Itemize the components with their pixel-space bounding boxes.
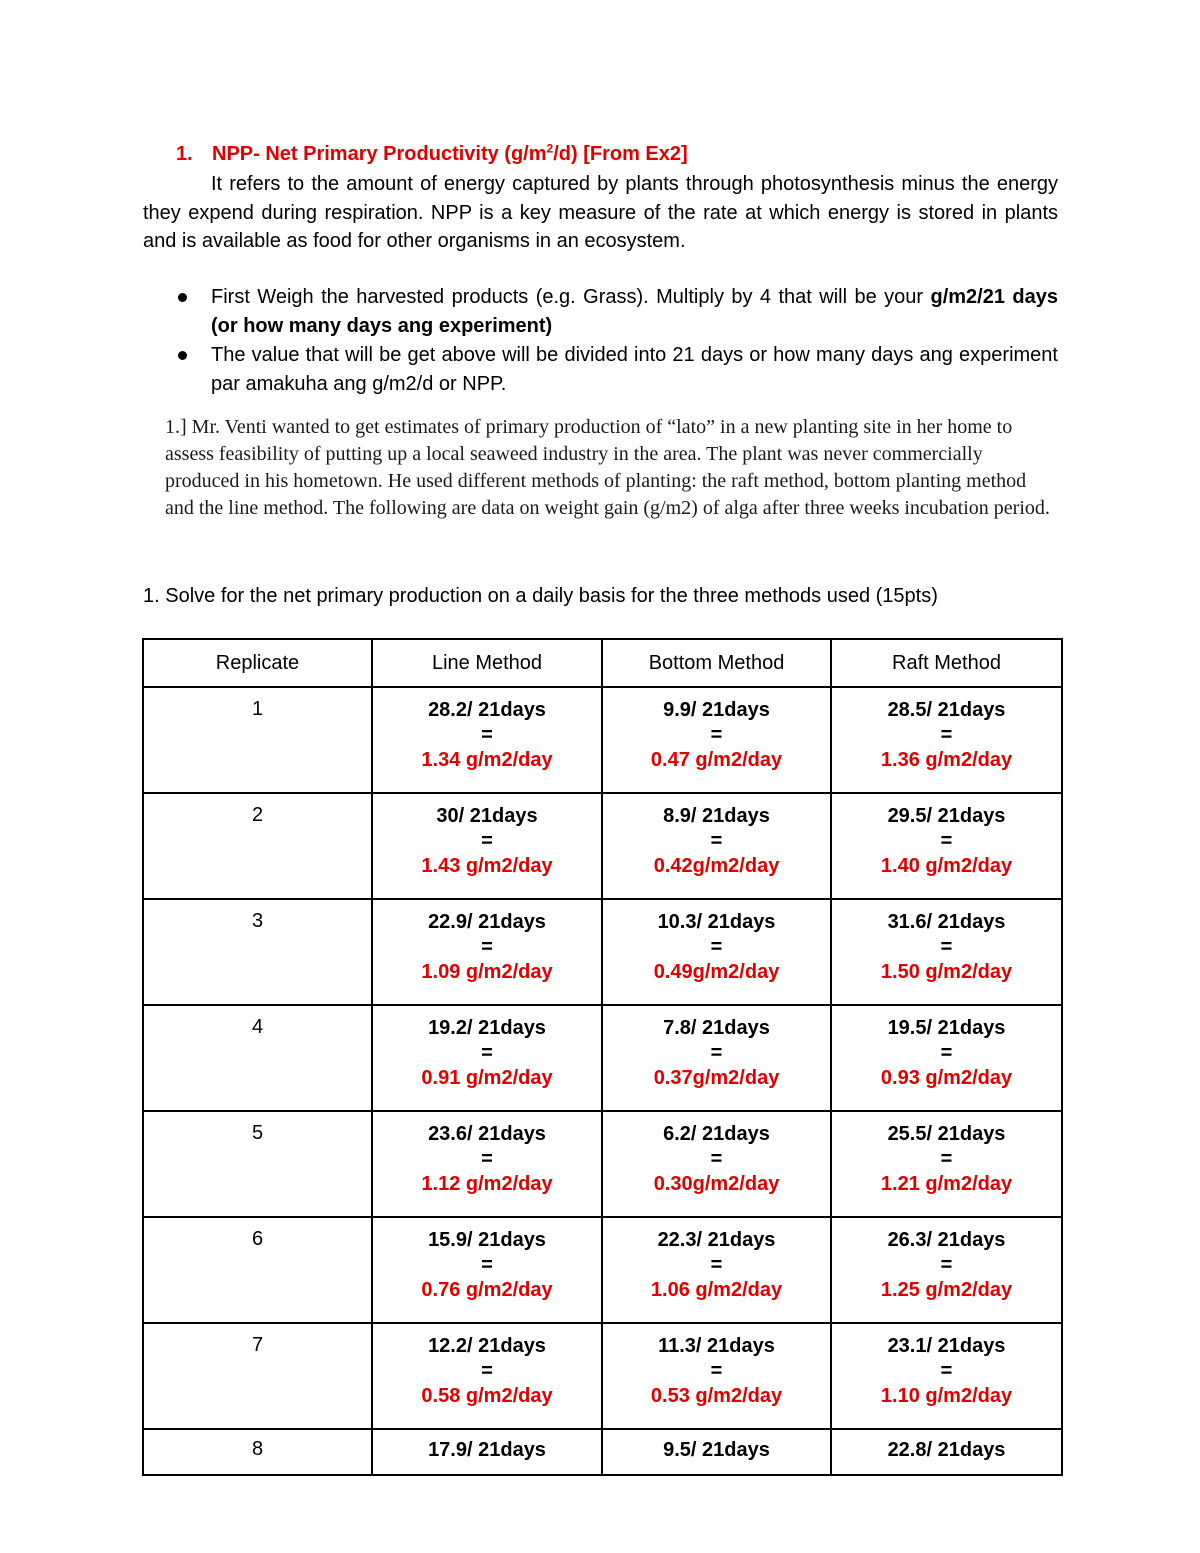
- replicate-cell: 2: [143, 793, 372, 899]
- heading-text-end: /d) [From Ex2]: [553, 143, 688, 165]
- calculation-text: 8.9/ 21days: [663, 805, 770, 827]
- bullet-bold-text: g/m2/21 days (or how many days ang experiment): [211, 286, 1058, 337]
- table-row: [143, 1005, 1062, 1111]
- method-cell: [372, 793, 602, 899]
- equals-sign: =: [481, 936, 493, 958]
- equals-sign: =: [710, 830, 723, 852]
- calculation-text: 6.2/ 21days: [663, 1123, 770, 1145]
- bullet-icon: [178, 293, 187, 302]
- equals-sign: =: [710, 1360, 723, 1382]
- calculation-text: 12.2/ 21days: [428, 1335, 546, 1357]
- result-value: 0.47 g/m2/day: [650, 749, 783, 771]
- equals-sign: =: [710, 936, 723, 958]
- equals-sign: =: [481, 1360, 493, 1382]
- equals-sign: =: [940, 830, 953, 852]
- replicate-cell: 8: [143, 1429, 372, 1475]
- method-cell: [831, 687, 1062, 793]
- section-heading: [176, 140, 1076, 168]
- equals-sign: =: [481, 1148, 493, 1170]
- method-cell: [602, 793, 831, 899]
- calculation-text: 23.6/ 21days: [428, 1123, 546, 1145]
- equals-sign: =: [710, 1254, 723, 1276]
- equals-sign: =: [940, 1360, 953, 1382]
- equals-sign: =: [940, 1148, 953, 1170]
- result-value: 1.50 g/m2/day: [880, 961, 1013, 983]
- intro-paragraph: It refers to the amount of energy captured by plants through photosynthesis minus the energy they expend during respiration. NPP is a key measure of the rate at which energy is stored in plants and is available as food for other organisms in an ecosystem.: [143, 173, 1058, 252]
- method-cell: [602, 1323, 831, 1429]
- equals-sign: =: [940, 724, 953, 746]
- result-value: 0.93 g/m2/day: [880, 1067, 1013, 1089]
- bullet-text: First Weigh the harvested products (e.g. Grass). Multiply by 4 that will be your: [211, 286, 931, 308]
- list-item: [143, 341, 1058, 399]
- method-cell: [831, 1111, 1062, 1217]
- method-cell: [831, 1429, 1062, 1475]
- calculation-text: 11.3/ 21days: [658, 1335, 775, 1357]
- result-value: 1.36 g/m2/day: [880, 749, 1013, 771]
- calculation-text: 17.9/ 21days: [428, 1439, 546, 1461]
- method-cell: [602, 1005, 831, 1111]
- calculation-text: 9.5/ 21days: [663, 1439, 770, 1461]
- column-header: Bottom Method: [602, 639, 831, 687]
- equals-sign: =: [481, 830, 493, 852]
- method-cell: [372, 687, 602, 793]
- method-cell: [602, 1111, 831, 1217]
- method-cell: [372, 1217, 602, 1323]
- equals-sign: =: [481, 724, 493, 746]
- table-row: [143, 1323, 1062, 1429]
- equals-sign: =: [481, 1254, 493, 1276]
- method-cell: [602, 1217, 831, 1323]
- calculation-text: 23.1/ 21days: [887, 1335, 1006, 1357]
- replicate-cell: 1: [143, 687, 372, 793]
- list-item: [143, 283, 1058, 341]
- equals-sign: =: [710, 1148, 723, 1170]
- heading-text: NPP- Net Primary Productivity (g/m: [212, 143, 547, 165]
- method-cell: [831, 793, 1062, 899]
- column-header: Raft Method: [831, 639, 1062, 687]
- replicate-cell: 4: [143, 1005, 372, 1111]
- method-cell: [602, 1429, 831, 1475]
- table-header-row: [143, 639, 1062, 687]
- result-value: 1.09 g/m2/day: [421, 961, 553, 983]
- result-value: 1.34 g/m2/day: [421, 749, 553, 771]
- method-cell: [602, 899, 831, 1005]
- calculation-text: 31.6/ 21days: [887, 911, 1006, 933]
- calculation-text: 22.3/ 21days: [657, 1229, 776, 1251]
- calculation-text: 25.5/ 21days: [887, 1123, 1006, 1145]
- equals-sign: =: [710, 724, 723, 746]
- bullet-text: The value that will be get above will be divided into 21 days or how many days ang experiment par amakuha ang g/m2/d or NPP.: [211, 344, 1058, 395]
- calculation-text: 22.9/ 21days: [428, 911, 546, 933]
- result-value: 1.43 g/m2/day: [421, 855, 553, 877]
- table-row: [143, 687, 1062, 793]
- column-header: Line Method: [372, 639, 602, 687]
- equals-sign: =: [940, 1254, 953, 1276]
- heading-superscript: 2: [546, 141, 554, 156]
- calculation-text: 26.3/ 21days: [887, 1229, 1006, 1251]
- calculation-text: 22.8/ 21days: [887, 1439, 1006, 1461]
- result-value: 0.37g/m2/day: [653, 1067, 780, 1089]
- result-value: 1.40 g/m2/day: [880, 855, 1013, 877]
- result-value: 0.76 g/m2/day: [421, 1279, 553, 1301]
- calculation-text: 19.2/ 21days: [428, 1017, 546, 1039]
- calculation-text: 28.2/ 21days: [428, 699, 546, 721]
- table-row: [143, 1217, 1062, 1323]
- result-value: 1.06 g/m2/day: [650, 1279, 783, 1301]
- result-value: 0.91 g/m2/day: [421, 1067, 553, 1089]
- result-value: 0.42g/m2/day: [653, 855, 780, 877]
- table-row: [143, 899, 1062, 1005]
- method-cell: [372, 1429, 602, 1475]
- calculation-text: 30/ 21days: [436, 805, 538, 827]
- table-row: [143, 793, 1062, 899]
- method-cell: [831, 1005, 1062, 1111]
- method-cell: [831, 899, 1062, 1005]
- table-row: [143, 1429, 1062, 1475]
- table-row: [143, 1111, 1062, 1217]
- method-cell: [831, 1323, 1062, 1429]
- result-value: 1.21 g/m2/day: [880, 1173, 1013, 1195]
- equals-sign: =: [481, 1042, 493, 1064]
- calculation-text: 10.3/ 21days: [657, 911, 776, 933]
- result-value: 1.25 g/m2/day: [880, 1279, 1013, 1301]
- method-cell: [372, 1005, 602, 1111]
- replicate-cell: 7: [143, 1323, 372, 1429]
- calculation-text: 9.9/ 21days: [663, 699, 770, 721]
- result-value: 0.53 g/m2/day: [650, 1385, 783, 1407]
- replicate-cell: 3: [143, 899, 372, 1005]
- calculation-text: 28.5/ 21days: [887, 699, 1006, 721]
- method-cell: [831, 1217, 1062, 1323]
- replicate-cell: 5: [143, 1111, 372, 1217]
- equals-sign: =: [940, 936, 953, 958]
- calculation-text: 15.9/ 21days: [428, 1229, 546, 1251]
- replicate-cell: 6: [143, 1217, 372, 1323]
- column-header: Replicate: [143, 639, 372, 687]
- calculation-text: 29.5/ 21days: [887, 805, 1006, 827]
- equals-sign: =: [940, 1042, 953, 1064]
- bullet-icon: [178, 351, 187, 360]
- calculation-text: 19.5/ 21days: [887, 1017, 1006, 1039]
- method-cell: [602, 687, 831, 793]
- instruction-list: [143, 283, 1058, 399]
- result-value: 0.49g/m2/day: [653, 961, 780, 983]
- method-cell: [372, 899, 602, 1005]
- method-cell: [372, 1323, 602, 1429]
- problem-statement: 1.] Mr. Venti wanted to get estimates of primary production of “lato” in a new planting site in her home to assess feasibility of putting up a local seaweed industry in the area. The plant was never commercially produced in his hometown. He used different methods of planting: the raft method, bottom planting method and the line method. The following are data on weight gain (g/m2) of alga after three weeks incubation period.: [165, 416, 1050, 519]
- result-value: 1.10 g/m2/day: [880, 1385, 1013, 1407]
- equals-sign: =: [710, 1042, 723, 1064]
- table-body: [143, 687, 1062, 1475]
- npp-table: [142, 638, 1063, 1476]
- result-value: 0.30g/m2/day: [653, 1173, 780, 1195]
- method-cell: [372, 1111, 602, 1217]
- result-value: 1.12 g/m2/day: [421, 1173, 553, 1195]
- question-text: 1. Solve for the net primary production on a daily basis for the three methods used (15pts): [143, 585, 938, 607]
- calculation-text: 7.8/ 21days: [663, 1017, 770, 1039]
- heading-number: 1.: [176, 143, 193, 165]
- result-value: 0.58 g/m2/day: [421, 1385, 553, 1407]
